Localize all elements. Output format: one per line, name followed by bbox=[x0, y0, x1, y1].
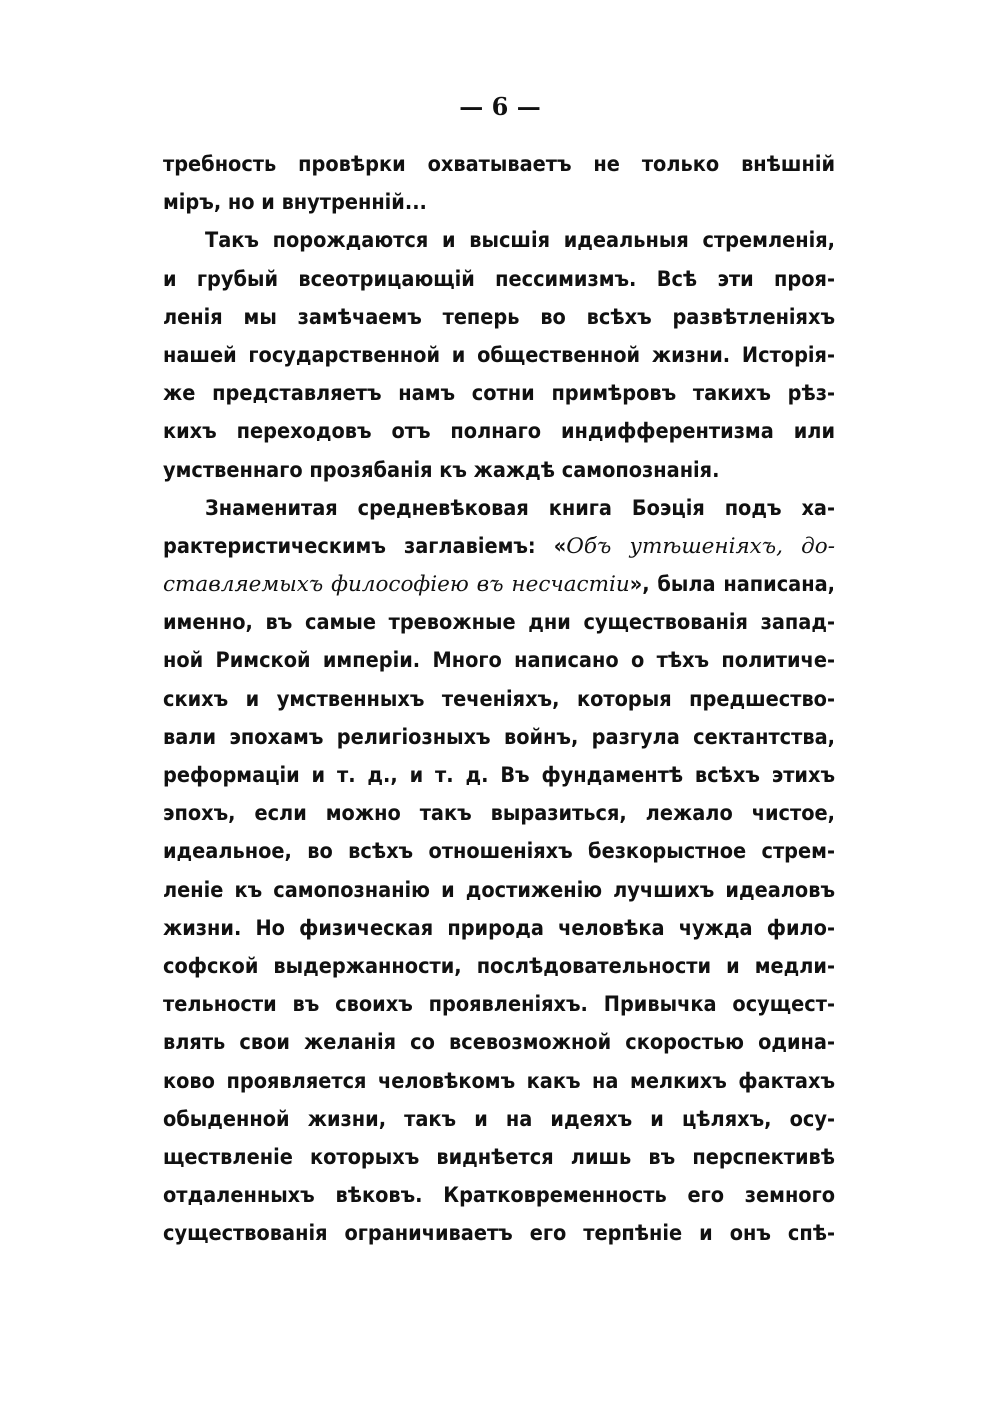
text-line: отдаленныхъ вѣковъ. Кратковременность его земного bbox=[163, 1183, 835, 1209]
text-line-with-italic bbox=[163, 528, 835, 566]
italic-title-segment: Объ утѣшеніяхъ, до- bbox=[566, 533, 835, 559]
text-line: эпохъ, если можно такъ выразиться, лежало чистое, bbox=[163, 801, 835, 827]
text-line: существованія ограничиваетъ его терпѣніе и онъ спѣ- bbox=[163, 1221, 835, 1247]
text-line: ленія мы замѣчаемъ теперь во всѣхъ развѣтленіяхъ bbox=[163, 304, 835, 330]
text-line: вали эпохамъ религіозныхъ войнъ, разгула сектантства, bbox=[163, 724, 835, 750]
body-text bbox=[163, 146, 835, 1253]
text-line: же представляетъ намъ сотни примѣровъ такихъ рѣз- bbox=[163, 381, 835, 407]
text-line: идеальное, во всѣхъ отношеніяхъ безкорыстное стрем- bbox=[163, 839, 835, 865]
italic-title-segment: ставляемыхъ философіею въ несчастіи bbox=[163, 572, 630, 598]
text-line: требность провѣрки охватываетъ не только внѣшній bbox=[163, 152, 835, 177]
paragraph-3 bbox=[163, 490, 835, 1254]
text-line: жизни. Но физическая природа человѣка чужда фило- bbox=[163, 915, 835, 941]
text-line: ществленіе которыхъ виднѣется лишь въ перспективѣ bbox=[163, 1144, 835, 1170]
paragraph-1 bbox=[163, 146, 835, 222]
text-segment: рактеристическимъ заглавіемъ: « bbox=[163, 533, 567, 559]
text-line: софской выдержанности, послѣдовательности и медли- bbox=[163, 953, 835, 979]
text-line: влять свои желанія со всевозможной скоростью одина- bbox=[163, 1030, 835, 1056]
text-line: Такъ порождаются и высшія идеальныя стремленія, bbox=[205, 228, 835, 254]
text-line: реформаціи и т. д., и т. д. Въ фундаментѣ всѣхъ этихъ bbox=[163, 763, 835, 788]
text-line: и грубый всеотрицающій пессимизмъ. Всѣ эти проя- bbox=[163, 266, 835, 292]
text-line: умственнаго прозябанія къ жаждѣ самопознанія. bbox=[163, 457, 720, 483]
text-line: міръ, но и внутренній... bbox=[163, 190, 427, 216]
text-line: скихъ и умственныхъ теченіяхъ, которыя предшество- bbox=[163, 686, 835, 712]
text-line: тельности въ своихъ проявленіяхъ. Привычка осущест- bbox=[163, 992, 835, 1018]
page-number: — 6 — bbox=[459, 92, 541, 121]
text-line: кихъ переходовъ отъ полнаго индифферентизма или bbox=[163, 419, 835, 445]
text-line: обыденной жизни, такъ и на идеяхъ и цѣляхъ, осу- bbox=[163, 1106, 835, 1132]
text-line: ково проявляется человѣкомъ какъ на мелкихъ фактахъ bbox=[163, 1068, 835, 1094]
text-line: нашей государственной и общественной жизни. Исторія- bbox=[163, 342, 835, 368]
text-line: леніе къ самопознанію и достиженію лучшихъ идеаловъ bbox=[163, 877, 835, 903]
text-segment: », была написана, bbox=[629, 572, 835, 598]
text-line: Знаменитая средневѣковая книга Боэція подъ ха- bbox=[205, 495, 835, 521]
paragraph-2 bbox=[163, 222, 835, 489]
text-line: ной Римской имперіи. Много написано о тѣхъ политиче- bbox=[163, 648, 835, 674]
text-line: именно, въ самые тревожные дни существованія запад- bbox=[163, 610, 835, 636]
text-line-with-italic bbox=[163, 566, 835, 604]
